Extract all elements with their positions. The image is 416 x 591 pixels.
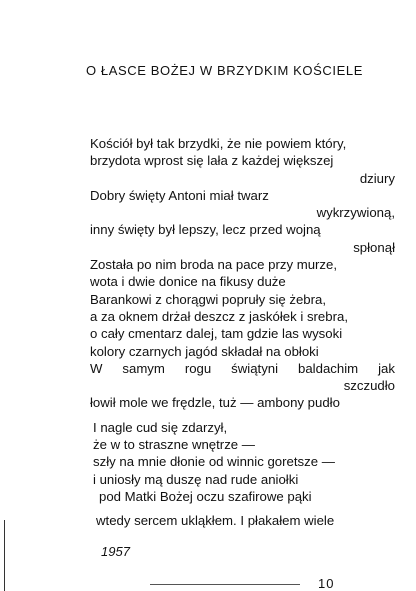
- poem-line: i uniosły mą duszę nad rude aniołki: [93, 471, 299, 487]
- poem-line-continuation: dziury: [359, 170, 395, 186]
- poem-line-continuation: spłonął: [353, 239, 395, 255]
- poem-word: W: [90, 360, 103, 376]
- poem-line: kolory czarnych jagód składał na obłoki: [90, 343, 319, 359]
- poem-line: pod Matki Bożej oczu szafirowe pąki: [99, 488, 312, 504]
- poem-line: inny święty był lepszy, lecz przed wojną: [90, 222, 321, 238]
- poem-title: O ŁASCE BOŻEJ W BRZYDKIM KOŚCIELE: [86, 63, 363, 78]
- stanza-2: [90, 419, 395, 505]
- stanza-1: [90, 135, 395, 412]
- poem-line: wota i dwie donice na fikusy duże: [90, 274, 286, 290]
- poem-body: [90, 135, 395, 530]
- poem-line: wtedy sercem ukląkłem. I płakałem wiele: [96, 513, 335, 529]
- poem-line: Dobry święty Antoni miał twarz: [90, 187, 269, 203]
- poem-line-continuation: wykrzywioną,: [316, 205, 395, 221]
- poem-word: rogu: [184, 360, 212, 376]
- poem-word: baldachim: [298, 360, 359, 376]
- poem-line: szły na mnie dłonie od winnic goretsze —: [93, 454, 335, 470]
- poem-word: samym: [122, 360, 165, 376]
- poem-line: brzydota wprost się lała z każdej większej: [90, 153, 334, 169]
- left-margin-line: [4, 520, 5, 591]
- page-number: 10: [318, 576, 335, 591]
- stanza-3: [90, 512, 395, 529]
- poem-line: Kościół był tak brzydki, że nie powiem który,: [90, 136, 347, 151]
- poem-line-continuation: szczudło: [343, 378, 395, 394]
- footer-line: [150, 584, 300, 585]
- poem-line: a za oknem drżał deszcz z jaskółek i srebra,: [90, 308, 348, 324]
- poem-date: 1957: [101, 544, 130, 559]
- poem-line-justified: [90, 360, 395, 377]
- poem-word: jak: [378, 360, 395, 376]
- poem-word: świątyni: [231, 360, 279, 376]
- poem-line: I nagle cud się zdarzył,: [93, 419, 228, 435]
- poem-line: Barankowi z chorągwi popruły się żebra,: [90, 291, 327, 307]
- poem-line: że w to straszne wnętrze —: [93, 437, 255, 453]
- poem-line: o cały cmentarz dalej, tam gdzie las wysoki: [90, 326, 343, 342]
- poem-line: łowił mole we frędzle, tuż — ambony pudło: [90, 395, 340, 411]
- poem-line: Została po nim broda na pace przy murze,: [90, 257, 338, 273]
